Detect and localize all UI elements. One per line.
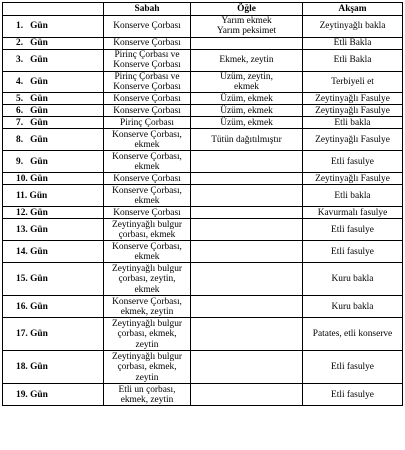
day-cell (3, 296, 104, 318)
day-cell (3, 384, 104, 406)
table-row (3, 173, 403, 185)
ogle-cell (191, 296, 303, 318)
aksam-cell (303, 241, 403, 263)
aksam-cell-text: Zeytinyağlı Fasulye (315, 134, 390, 145)
sabah-cell (104, 185, 191, 207)
aksam-cell (303, 105, 403, 117)
table-row (3, 16, 403, 38)
ogle-cell (191, 37, 303, 49)
sabah-cell (104, 263, 191, 296)
aksam-cell (303, 296, 403, 318)
day-cell (3, 151, 104, 173)
sabah-cell (104, 151, 191, 173)
sabah-cell-text: Pirinç Çorbası ve Konserve Çorbası (113, 71, 181, 93)
sabah-cell (104, 16, 191, 38)
sabah-cell-text: Pirinç Çorbası (120, 117, 174, 128)
sabah-cell (104, 241, 191, 263)
table-row (3, 93, 403, 105)
sabah-cell-text: Konserve Çorbası (113, 93, 181, 104)
aksam-cell-text: Patates, etli konserve (312, 329, 393, 340)
sabah-cell (104, 296, 191, 318)
sabah-cell-text: Konserve Çorbası, ekmek, zeytin (112, 296, 182, 317)
aksam-cell-text: Etli fasulye (331, 224, 374, 235)
day-cell-text: 13. Gün (16, 224, 48, 235)
aksam-cell (303, 263, 403, 296)
ogle-cell (191, 384, 303, 406)
day-cell (3, 105, 104, 117)
day-cell (3, 351, 104, 384)
day-cell-text: 8. Gün (16, 134, 48, 145)
sabah-cell-text: Pirinç Çorbası ve Konserve Çorbası (113, 49, 181, 71)
sabah-cell (104, 93, 191, 105)
table-row (3, 296, 403, 318)
aksam-cell-text: Terbiyeli et (331, 76, 374, 87)
ogle-cell (191, 151, 303, 173)
sabah-cell-text: Konserve Çorbası (113, 207, 181, 218)
day-cell-text: 7. Gün (16, 117, 48, 128)
table-row (3, 263, 403, 296)
ogle-cell-text: Ekmek, zeytin (219, 55, 274, 66)
sabah-cell-text: Etli un çorbası, ekmek, zeytin (118, 384, 176, 405)
table-body (3, 16, 403, 406)
table-row (3, 151, 403, 173)
meal-schedule-table (2, 2, 403, 406)
day-cell-text: 6. Gün (16, 105, 48, 116)
ogle-cell-text: Üzüm, zeytin, ekmek (220, 71, 273, 93)
day-cell (3, 16, 104, 38)
table-row (3, 71, 403, 93)
day-cell (3, 71, 104, 93)
aksam-cell (303, 173, 403, 185)
day-cell (3, 37, 104, 49)
aksam-cell-text: Etli Bakla (333, 55, 372, 66)
day-cell-text: 16. Gün (16, 301, 48, 312)
ogle-cell (191, 241, 303, 263)
aksam-cell (303, 384, 403, 406)
day-cell (3, 219, 104, 241)
day-cell (3, 185, 104, 207)
sabah-cell-text: Konserve Çorbası, ekmek (112, 241, 182, 262)
day-cell (3, 129, 104, 151)
table-row (3, 384, 403, 406)
aksam-cell (303, 16, 403, 38)
header-sabah: Sabah (104, 3, 191, 16)
sabah-cell (104, 219, 191, 241)
day-cell-text: 19. Gün (16, 389, 48, 400)
aksam-cell (303, 37, 403, 49)
aksam-cell-text: Etli Bakla (333, 38, 372, 49)
aksam-cell-text: Zeytinyağlı Fasulye (315, 173, 390, 184)
ogle-cell (191, 219, 303, 241)
sabah-cell (104, 173, 191, 185)
ogle-cell (191, 318, 303, 351)
day-cell-text: 5. Gün (16, 93, 48, 104)
sabah-cell-text: Konserve Çorbası, ekmek (112, 185, 182, 206)
aksam-cell (303, 351, 403, 384)
table-row (3, 185, 403, 207)
day-cell-text: 11. Gün (16, 190, 48, 201)
day-cell (3, 49, 104, 71)
ogle-cell (191, 173, 303, 185)
aksam-cell-text: Kuru bakla (331, 301, 374, 312)
ogle-cell (191, 93, 303, 105)
table-row (3, 37, 403, 49)
day-cell-text: 4. Gün (16, 76, 48, 87)
aksam-cell-text: Etli fasulye (331, 246, 374, 257)
aksam-cell-text: Zeytinyağlı Fasulye (315, 93, 390, 104)
ogle-cell (191, 351, 303, 384)
aksam-cell (303, 185, 403, 207)
ogle-cell (191, 207, 303, 219)
day-cell-text: 14. Gün (16, 246, 48, 257)
day-cell-text: 12. Gün (16, 207, 48, 218)
sabah-cell-text: Konserve Çorbası (113, 38, 181, 49)
sabah-cell (104, 49, 191, 71)
sabah-cell (104, 207, 191, 219)
sabah-cell (104, 129, 191, 151)
aksam-cell-text: Etli fasulye (331, 362, 374, 373)
day-cell (3, 117, 104, 129)
day-cell (3, 173, 104, 185)
day-cell (3, 241, 104, 263)
sabah-cell-text: Zeytinyağlı bulgur çorbası, ekmek, zeytin (111, 351, 183, 383)
sabah-cell-text: Zeytinyağlı bulgur çorbası, zeytin, ekmek (111, 263, 183, 295)
sabah-cell-text: Zeytinyağlı bulgur çorbası, ekmek, zeytin (111, 318, 183, 350)
ogle-cell-text: Üzüm, ekmek (220, 93, 273, 104)
ogle-cell (191, 105, 303, 117)
aksam-cell (303, 71, 403, 93)
table-row (3, 351, 403, 384)
aksam-cell (303, 49, 403, 71)
sabah-cell (104, 37, 191, 49)
day-cell (3, 263, 104, 296)
day-cell-text: 17. Gün (16, 329, 48, 340)
day-cell-text: 1. Gün (16, 21, 48, 32)
day-cell-text: 3. Gün (16, 55, 48, 66)
ogle-cell-text: Üzüm, ekmek (220, 105, 273, 116)
sabah-cell-text: Konserve Çorbası, ekmek (112, 151, 182, 172)
aksam-cell (303, 117, 403, 129)
ogle-cell-text: Üzüm, ekmek (220, 117, 273, 128)
day-cell-text: 10. Gün (16, 173, 48, 184)
aksam-cell-text: Etli bakla (334, 190, 371, 201)
table-row (3, 219, 403, 241)
aksam-cell (303, 219, 403, 241)
aksam-cell-text: Kuru bakla (331, 274, 374, 285)
header-aksam: Akşam (303, 3, 403, 16)
header-row (3, 3, 403, 16)
sabah-cell-text: Konserve Çorbası (113, 173, 181, 184)
aksam-cell-text: Zeytinyağlı Fasulye (315, 105, 390, 116)
sabah-cell-text: Konserve Çorbası (113, 105, 181, 116)
table-row (3, 241, 403, 263)
day-cell-text: 2. Gün (16, 38, 48, 49)
ogle-cell (191, 117, 303, 129)
sabah-cell-text: Konserve Çorbası, ekmek (112, 129, 182, 150)
sabah-cell (104, 318, 191, 351)
aksam-cell-text: Etli fasulye (331, 389, 374, 400)
sabah-cell (104, 384, 191, 406)
aksam-cell-text: Zeytinyağlı bakla (319, 21, 386, 32)
table-row (3, 49, 403, 71)
aksam-cell-text: Kavurmalı fasulye (317, 207, 388, 218)
sabah-cell-text: Konserve Çorbası (113, 21, 181, 32)
table-row (3, 105, 403, 117)
ogle-cell (191, 185, 303, 207)
day-cell (3, 318, 104, 351)
aksam-cell-text: Etli bakla (334, 117, 371, 128)
table-row (3, 318, 403, 351)
table-row (3, 207, 403, 219)
sabah-cell (104, 117, 191, 129)
aksam-cell (303, 93, 403, 105)
day-cell-text: 9. Gün (16, 156, 48, 167)
sabah-cell (104, 71, 191, 93)
ogle-cell (191, 129, 303, 151)
aksam-cell-text: Etli fasulye (331, 156, 374, 167)
ogle-cell (191, 71, 303, 93)
table-row (3, 117, 403, 129)
day-cell-text: 15. Gün (16, 274, 48, 285)
aksam-cell (303, 129, 403, 151)
table-row (3, 129, 403, 151)
sabah-cell-text: Zeytinyağlı bulgur çorbası, ekmek (111, 219, 183, 240)
ogle-cell (191, 49, 303, 71)
day-cell-text: 18. Gün (16, 362, 48, 373)
header-ogle: Öğle (191, 3, 303, 16)
sabah-cell (104, 351, 191, 384)
day-cell (3, 207, 104, 219)
aksam-cell (303, 207, 403, 219)
ogle-cell-text: Tütün dağıtılmıştır (211, 134, 282, 145)
sabah-cell (104, 105, 191, 117)
ogle-cell (191, 16, 303, 38)
ogle-cell-text: Yarım ekmek Yarım peksimet (216, 16, 277, 37)
header-day (3, 3, 104, 16)
aksam-cell (303, 318, 403, 351)
aksam-cell (303, 151, 403, 173)
ogle-cell (191, 263, 303, 296)
day-cell (3, 93, 104, 105)
